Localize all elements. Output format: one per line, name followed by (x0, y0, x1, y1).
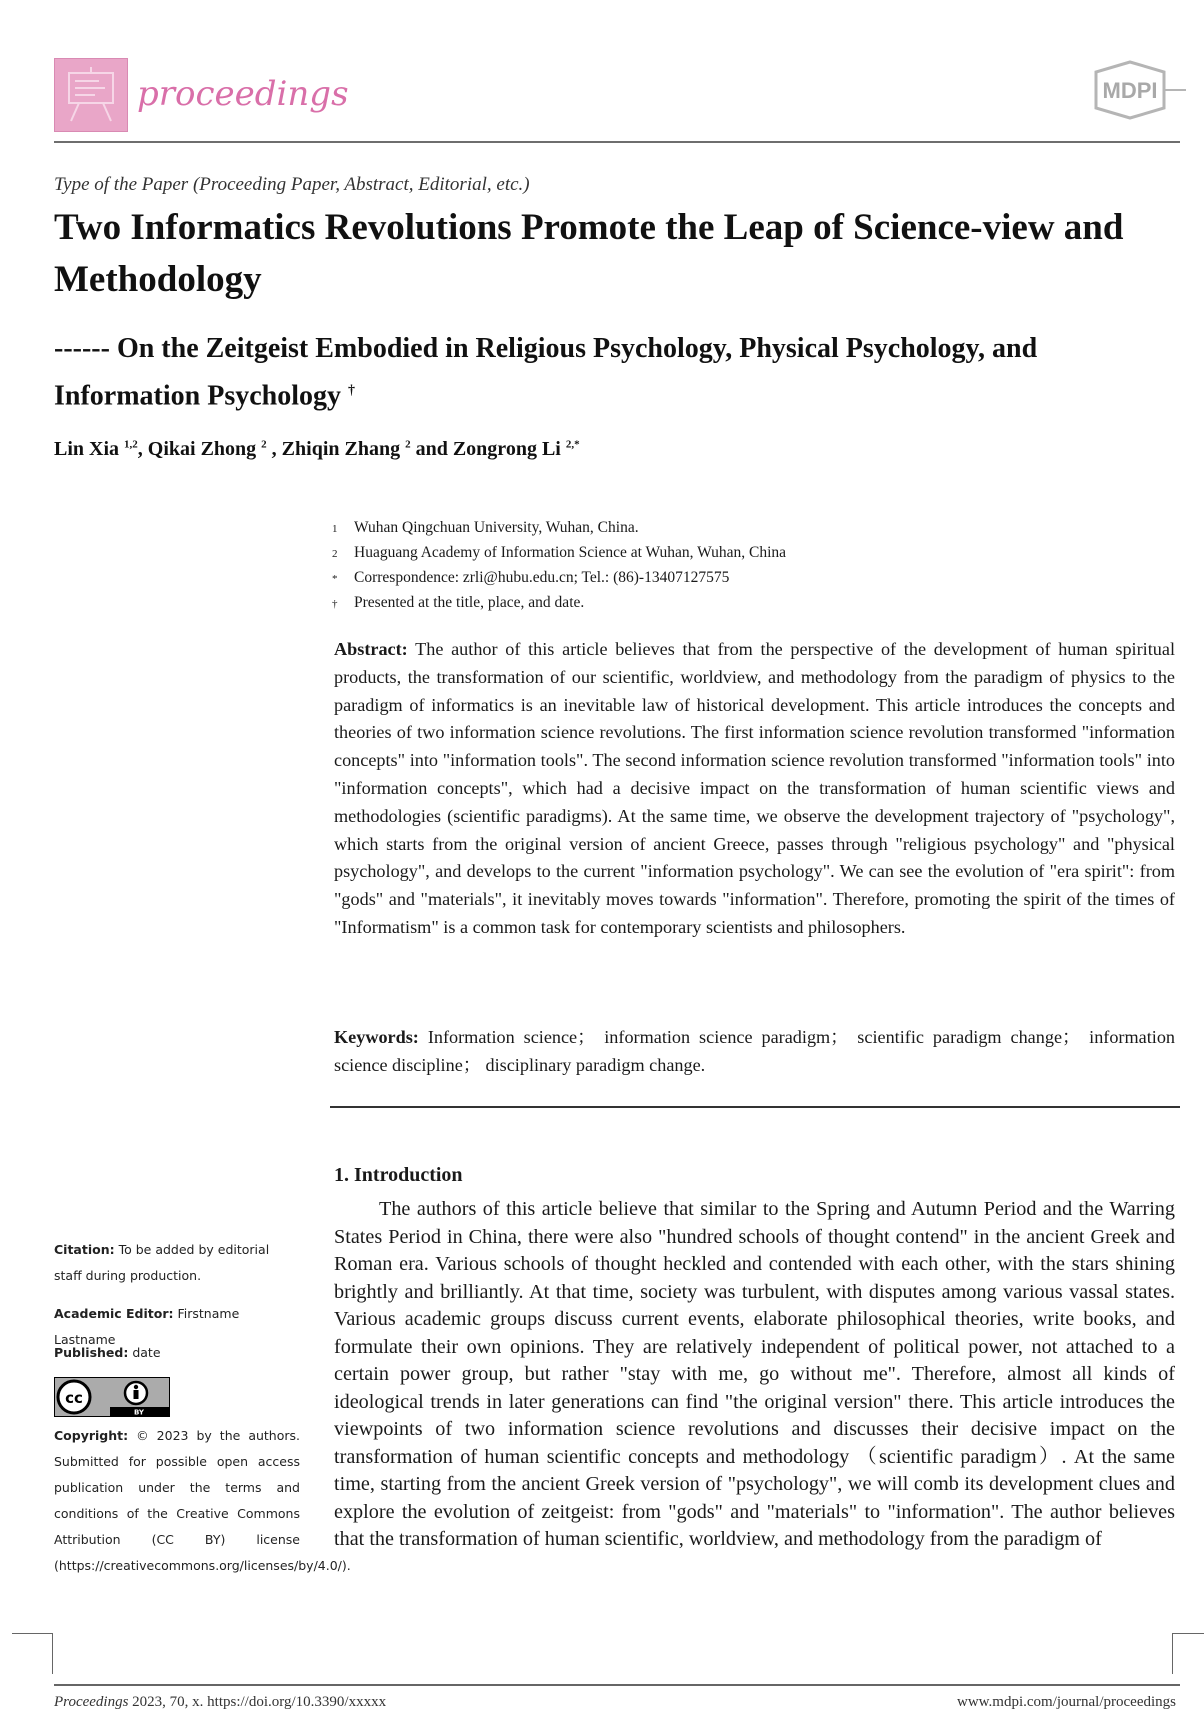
copyright-label: Copyright: (54, 1428, 129, 1443)
footer-journal: Proceedings (54, 1694, 129, 1710)
footer-url[interactable]: www.mdpi.com/journal/proceedings (957, 1694, 1176, 1710)
journal-logo (54, 58, 128, 132)
editor-text: Firstname Lastname (54, 1306, 240, 1347)
author-affil: 1,2 (124, 438, 138, 451)
subtitle-mark: † (348, 383, 355, 398)
author-name: Lin Xia (54, 438, 120, 460)
paper-title: Two Informatics Revolutions Promote the Leap of Science-view and Methodology (54, 207, 1124, 300)
paper-type: Type of the Paper (Proceeding Paper, Abstract, Editorial, etc.) (54, 174, 530, 195)
abstract (334, 636, 1175, 942)
svg-text:cc: cc (65, 1389, 83, 1407)
section-divider (330, 1106, 1180, 1108)
journal-name: proceedings (137, 74, 349, 114)
citation-label: Citation: (54, 1242, 115, 1257)
affiliation-item (332, 516, 1172, 541)
published-label: Published: (54, 1345, 129, 1360)
affiliation-item (332, 591, 1172, 616)
copyright-text: © 2023 by the authors. Submitted for possible open access publication under the terms and conditions of the Creative Commons Attribution (CC BY) license (https://creativecommons.org/licenses/by/4.0/). (54, 1428, 351, 1573)
corner-mark-left (12, 1633, 53, 1674)
author-affil: 2 (405, 438, 411, 451)
affiliation-mark: 1 (332, 523, 338, 535)
published-note (54, 1340, 300, 1366)
introduction-text: The authors of this article believe that similar to the Spring and Autumn Period and the Warring States Period in China, there were also "hundred schools of thought contend" in the ancient Greek and Roman era. Various schools of thought heckled and contended with each other, with the stars shining brightly and brilliantly. At that time, society was turbulent, with disputes among various vassal states. Various academic groups discuss current events, elaborate philosophical theories, write books, and formulate their own opinions. They are relatively independent of political power, not attached to a certain power group, but rather "stay with me, go without me". Therefore, almost all kinds of ideological trends in later generations can find "the original version" there. This article introduces the viewpoints of two information science revolutions and discusses their decisive impact on the transformation of human scientific concepts and methodology （scientific paradigm）. At the same time, starting from the ancient Greek version of "psychology", we will comb its development clues and explore the evolution of zeitgeist: from "gods" and "materials" to "information". The author believes that the transformation of human scientific, worldview, and methodology from the paradigm of (334, 1198, 1175, 1550)
cc-by-license-icon (54, 1377, 170, 1417)
author-affil: 2 (261, 438, 267, 451)
license-badge: BY (133, 1408, 145, 1417)
editor-label: Academic Editor: (54, 1306, 174, 1321)
abstract-text: The author of this article believes that from the perspective of the development of human spiritual products, the transformation of our scientific, worldview, and methodology from the paradigm of physics to the paradigm of informatics is an inevitable law of historical development. This article introduces the concepts and theories of two information science revolutions. The first information science revolution transformed "information concepts" into "information tools". The second information science revolution transformed "information tools" into "information concepts", which had a decisive impact on the transformation of human scientific views and methodologies (scientific paradigms). At the same time, we observe the development trajectory of "psychology", which starts from the original version of ancient Greece, passes through "religious psychology" and "physical psychology", and develops to the current "information psychology". We can see the evolution of "era spirit": from "gods" and "materials", it inevitably moves towards "information". Therefore, promoting the spirit of the times of "Informatism" is a common task for contemporary scientists and philosophers. (334, 639, 1175, 937)
footer-citation-rest: 2023, 70, x. https://doi.org/10.3390/xxxxx (132, 1694, 387, 1710)
corner-mark-right (1172, 1633, 1204, 1674)
footer-rule (54, 1684, 1180, 1686)
paper-subtitle (54, 328, 1184, 417)
keywords-text: Information science； information science paradigm； scientific paradigm change； information science discipline； disciplinary paradigm change. (334, 1027, 1176, 1075)
author-name: Qikai Zhong (147, 438, 257, 460)
author-sep: , (137, 438, 148, 460)
published-text: date (132, 1345, 161, 1360)
affiliation-list (332, 516, 1172, 616)
subtitle-text: ------ On the Zeitgeist Embodied in Religious Psychology, Physical Psychology, and Information Psychology (54, 333, 1038, 412)
footer-citation (54, 1694, 386, 1711)
author-sep: and (410, 438, 453, 460)
affiliation-text: Correspondence: zrli@hubu.edu.cn; Tel.: (86)-13407127575 (354, 569, 730, 586)
abstract-label: Abstract: (334, 639, 408, 659)
citation-note (54, 1237, 300, 1289)
affiliation-text: Wuhan Qingchuan University, Wuhan, China. (354, 519, 639, 536)
author-name: Zhiqin Zhang (281, 438, 401, 460)
author-sep: , (266, 438, 282, 460)
affiliation-item (332, 541, 1172, 566)
author-affil: 2,* (565, 438, 580, 451)
author-list (54, 438, 580, 461)
citation-text: To be added by editorial staff during production. (54, 1242, 270, 1283)
mdpi-logo (1086, 60, 1186, 120)
keywords-label: Keywords: (334, 1027, 419, 1047)
copyright-note (54, 1423, 351, 1579)
presentation-board-icon (55, 59, 127, 131)
affiliation-mark: † (332, 598, 338, 610)
affiliation-text: Huaguang Academy of Information Science at Wuhan, Wuhan, China (354, 544, 787, 561)
section-heading: 1. Introduction (334, 1164, 463, 1186)
affiliation-text: Presented at the title, place, and date. (354, 594, 585, 611)
keywords (334, 1024, 1175, 1080)
affiliation-mark: 2 (332, 548, 338, 560)
publisher-name: MDPI (1102, 78, 1158, 103)
author-name: Zongrong Li (452, 438, 561, 460)
header-rule (54, 141, 1180, 143)
affiliation-item (332, 566, 1172, 591)
affiliation-mark: * (332, 573, 338, 585)
